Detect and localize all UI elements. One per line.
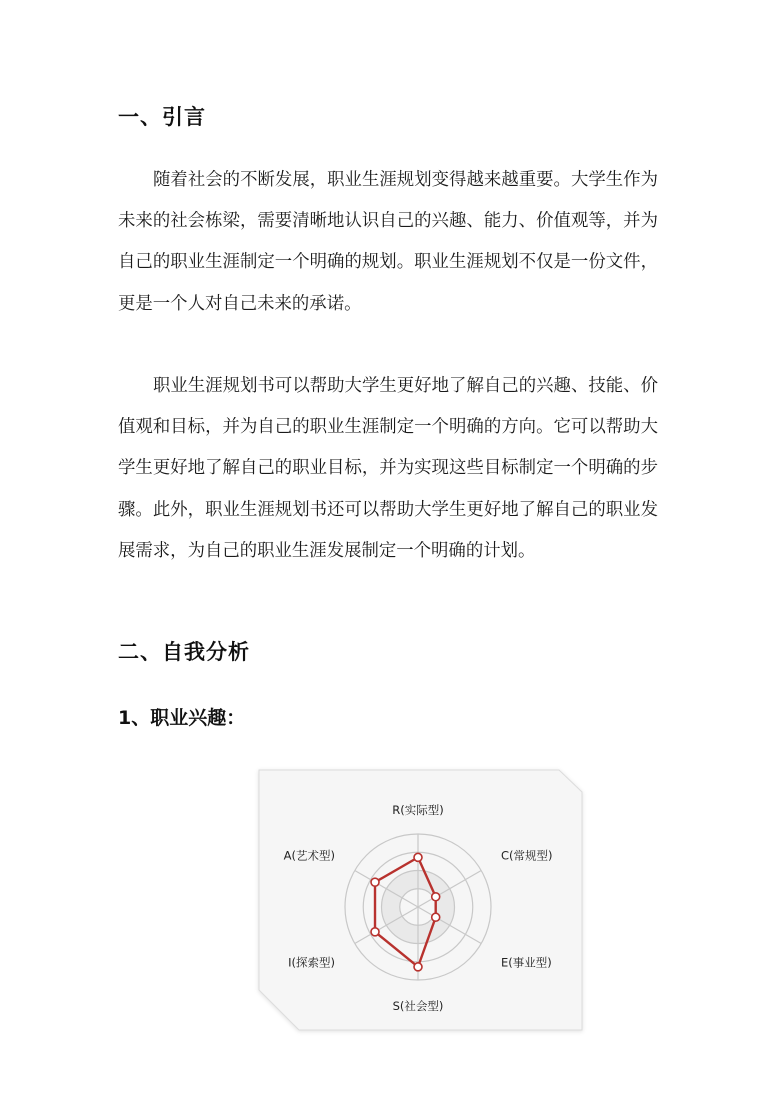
axis-label-2: C(常规型) [501, 848, 553, 863]
intro-paragraph-1: 随着社会的不断发展，职业生涯规划变得越来越重要。大学生作为未来的社会栋梁，需要清晰地认识自己的兴趣、能力、价值观等，并为自己的职业生涯制定一个明确的规划。职业生涯规划不仅是一份文件，更是一个人对自己未来的承诺。 [118, 170, 658, 314]
self-analysis-heading: 二、自我分析 [118, 640, 250, 664]
data-point-3 [432, 913, 440, 921]
intro-paragraph-2: 职业生涯规划书可以帮助大学生更好地了解自己的兴趣、技能、价值观和目标，并为自己的职业生涯制定一个明确的方向。它可以帮助大学生更好地了解自己的职业目标，并为实现这些目标制定一个明确的步骤。此外，职业生涯规划书还可以帮助大学生更好地了解自己的职业发展需求，为自己的职业生涯发展制定一个明确的计划。 [118, 376, 658, 561]
axis-label-6: A(艺术型) [283, 848, 335, 863]
data-point-5 [371, 928, 379, 936]
axis-label-3: E(事业型) [501, 955, 552, 970]
axis-label-1: R(实际型) [392, 803, 444, 817]
axis-label-4: S(社会型) [392, 999, 444, 1013]
data-point-4 [414, 963, 422, 971]
interest-subheading: 1、职业兴趣： [118, 707, 246, 729]
data-point-6 [371, 878, 379, 886]
axis-label-5: I(探索型) [288, 955, 335, 970]
intro-heading: 一、引言 [118, 105, 206, 129]
data-point-2 [432, 893, 440, 901]
data-point-1 [414, 853, 422, 861]
career-interest-radar-chart [259, 770, 582, 1030]
radar-chart-svg [259, 770, 582, 1030]
